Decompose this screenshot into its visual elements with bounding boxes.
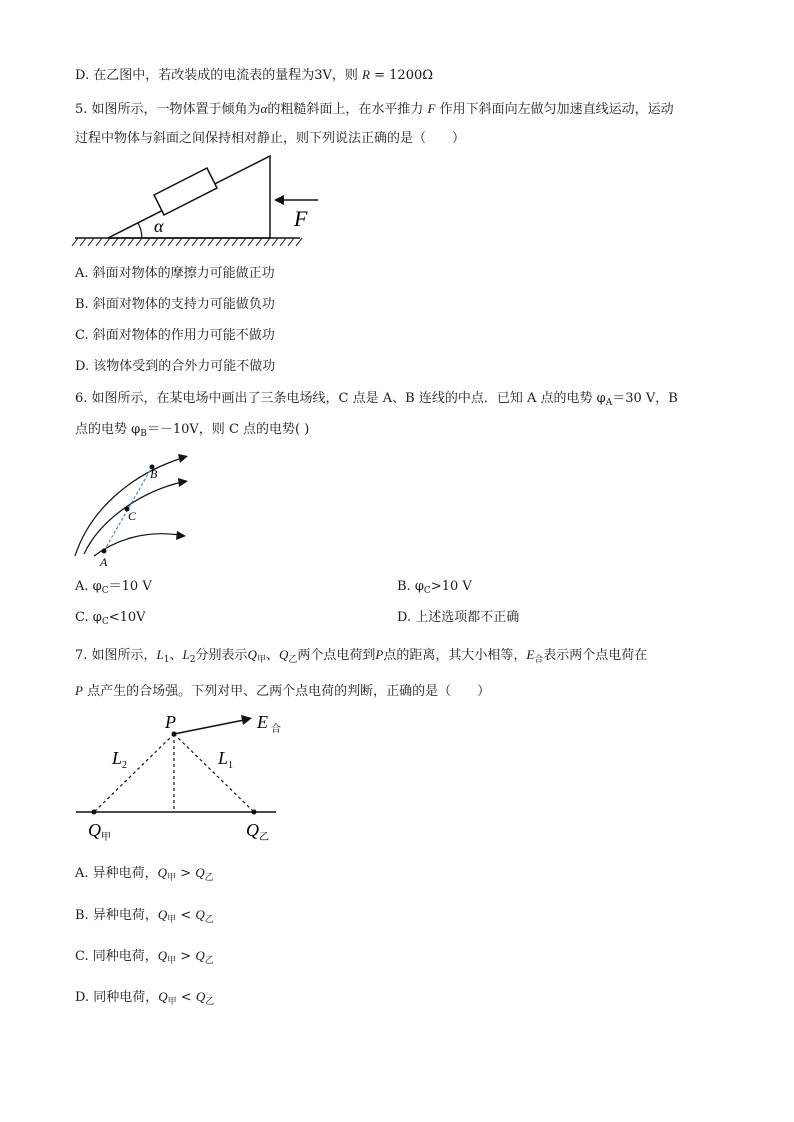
q7-l2-line	[94, 734, 174, 812]
q7-label-l2-sub: 2	[122, 760, 127, 771]
q7-sub: 乙	[204, 956, 214, 966]
q7-l1-line	[174, 734, 254, 812]
q7-stem-part: 两个点电荷到	[297, 648, 376, 663]
q7-option-d	[75, 988, 214, 1011]
q5-stem-line1	[75, 100, 674, 119]
q7-sub: 甲	[167, 873, 177, 883]
q7-sub: 甲	[167, 997, 177, 1007]
q6-option-a	[75, 578, 152, 600]
q7-option-c	[75, 947, 214, 970]
q7-var-q: Q	[158, 989, 168, 1004]
q6-stem-part: ＝－10V，则 C 点的电势( )	[146, 422, 310, 437]
q5-block	[154, 168, 217, 215]
q7-sub: 乙	[204, 873, 214, 883]
q7-var-q: Q	[195, 948, 205, 963]
q7-var-q: Q	[157, 948, 168, 963]
q6-option-text: B. φ	[397, 579, 424, 594]
q6-arrowhead	[178, 478, 188, 487]
q7-relation: >	[176, 949, 196, 964]
q7-charge-jia	[92, 810, 97, 815]
q7-sub: 乙	[204, 915, 214, 925]
q7-stem-part: 表示两个点电荷在	[543, 648, 648, 663]
q7-relation: <	[176, 990, 196, 1005]
q6-option-text: C. φ	[75, 610, 102, 625]
q7-option-b	[75, 906, 214, 929]
q5-angle-arc	[138, 223, 142, 238]
q7-stem-part: 、	[265, 648, 279, 663]
q7-option-text: A. 异种电荷，	[75, 866, 158, 881]
q7-stem-part: 点产生的合场强。下列对甲、乙两个点电荷的判断，正确的是（ ）	[87, 684, 491, 699]
q7-option-a	[75, 864, 214, 887]
q6-option-text: >10 V	[430, 579, 472, 594]
q4-option-d-text: D. 在乙图中，若改装成的电流表的量程为3V，则	[75, 68, 358, 83]
q7-var-q: Q	[247, 647, 257, 662]
q7-label-qjia-sub: 甲	[101, 832, 111, 843]
q7-var-l: L	[182, 647, 190, 662]
q5-ground-hatching	[72, 238, 302, 246]
q6-phi-a-sub: A	[605, 398, 613, 408]
q6-option-text: ＝10 V	[108, 579, 152, 594]
q6-point-a	[102, 549, 107, 554]
q5-force-arrowhead	[274, 195, 284, 205]
q5-stem-part: 作用下斜面向左做匀加速直线运动，运动	[439, 102, 674, 117]
q6-arrowhead	[178, 454, 188, 463]
q7-var-q: Q	[195, 865, 205, 880]
q7-label-e-sub: 合	[271, 724, 281, 735]
q5-stem-part: 的粗糙斜面上，在水平推力	[267, 102, 424, 117]
q6-stem-line2	[75, 421, 309, 443]
q7-sub: 甲	[256, 655, 266, 665]
q6-option-sub: C	[101, 586, 109, 596]
q6-option-sub: C	[423, 586, 431, 596]
q7-sub: 合	[534, 655, 544, 665]
q6-stem-part: 6. 如图所示，在某电场中画出了三条电场线，C 点是 A、B 连线的中点．已知 A 点的电势 φ	[75, 391, 606, 406]
q7-label-qyi: Q	[246, 820, 259, 840]
q7-charges-figure	[70, 706, 300, 848]
q5-alpha: α	[260, 101, 268, 116]
q7-stem-part: 分别表示	[195, 648, 248, 663]
q5-incline-figure	[70, 150, 330, 250]
q5-angle-label: α	[154, 216, 164, 236]
q4-option-d-var: R	[362, 67, 370, 82]
q7-relation: <	[176, 908, 196, 923]
q7-var-q: Q	[195, 989, 206, 1004]
q5-stem-line2: 过程中物体与斜面之间保持相对静止，则下列说法正确的是（ ）	[75, 131, 466, 146]
q7-var-q: Q	[157, 907, 168, 922]
q7-sub: 乙	[288, 655, 298, 665]
q7-stem-line1	[75, 646, 647, 669]
q6-option-text: <10V	[108, 610, 146, 625]
q4-option-d	[75, 66, 433, 85]
q5-option-c: C. 斜面对物体的作用力可能不做功	[75, 328, 275, 343]
q6-stem-line1	[75, 390, 678, 412]
q6-option-b	[397, 578, 472, 600]
q7-option-text: D. 同种电荷，	[75, 990, 159, 1005]
q6-stem-part: ＝30 V，B	[612, 391, 678, 406]
q6-field-figure	[70, 450, 200, 570]
q6-option-c	[75, 609, 146, 631]
q5-force-label: F	[294, 206, 308, 231]
q7-label-e: E	[257, 712, 268, 732]
q7-sub: 乙	[205, 997, 215, 1007]
q6-phi-b-sub: B	[140, 429, 147, 439]
q7-stem-part: 点的距离，其大小相等，	[383, 648, 527, 663]
q7-point-p	[172, 732, 177, 737]
q5-stem-part: 5. 如图所示，一物体置于倾角为	[75, 102, 261, 117]
q7-sub: 甲	[167, 956, 177, 966]
q7-option-text: C. 同种电荷，	[75, 949, 158, 964]
q7-label-qjia: Q	[88, 820, 101, 840]
q4-option-d-value: = 1200Ω	[374, 68, 434, 83]
q7-charge-yi	[252, 810, 257, 815]
q7-sub: 2	[189, 655, 196, 665]
q7-var-q: Q	[278, 647, 289, 662]
q7-label-qyi-sub: 乙	[259, 832, 269, 843]
q6-option-text: A. φ	[75, 579, 102, 594]
q7-var-e: E	[526, 647, 535, 662]
q7-field-arrowhead	[241, 715, 252, 725]
q7-var-p: P	[75, 683, 83, 698]
q7-sub: 甲	[167, 915, 177, 925]
q7-stem-line2	[75, 682, 490, 701]
q6-stem-part: 点的电势 φ	[75, 422, 141, 437]
q6-label-a: A	[100, 555, 108, 569]
q7-label-p: P	[165, 712, 176, 732]
q7-field-vector	[174, 720, 244, 734]
q7-var-q: Q	[157, 865, 168, 880]
q7-label-l1: L	[218, 748, 229, 768]
q7-option-text: B. 异种电荷，	[75, 908, 158, 923]
q7-label-l2: L	[112, 748, 123, 768]
q7-var-p: P	[375, 647, 384, 662]
q7-stem-part: 、	[169, 648, 183, 663]
q6-option-d: D. 上述选项都不正确	[397, 610, 520, 625]
q7-var-q: Q	[195, 907, 205, 922]
q5-force-var: F	[427, 101, 436, 116]
q5-option-d: D. 该物体受到的合外力可能不做功	[75, 359, 276, 374]
q7-label-l1-sub: 1	[228, 760, 233, 771]
q7-relation: >	[176, 866, 196, 881]
q6-label-b: B	[150, 467, 158, 481]
q6-option-sub: C	[101, 617, 109, 627]
q5-option-b: B. 斜面对物体的支持力可能做负功	[75, 297, 275, 312]
q6-arrowhead	[176, 531, 186, 540]
q6-label-c: C	[128, 509, 137, 523]
q5-option-a: A. 斜面对物体的摩擦力可能做正功	[75, 266, 275, 281]
q7-var-l: L	[156, 647, 164, 662]
q7-stem-part: 7. 如图所示，	[75, 648, 157, 663]
q7-sub: 1	[163, 655, 170, 665]
